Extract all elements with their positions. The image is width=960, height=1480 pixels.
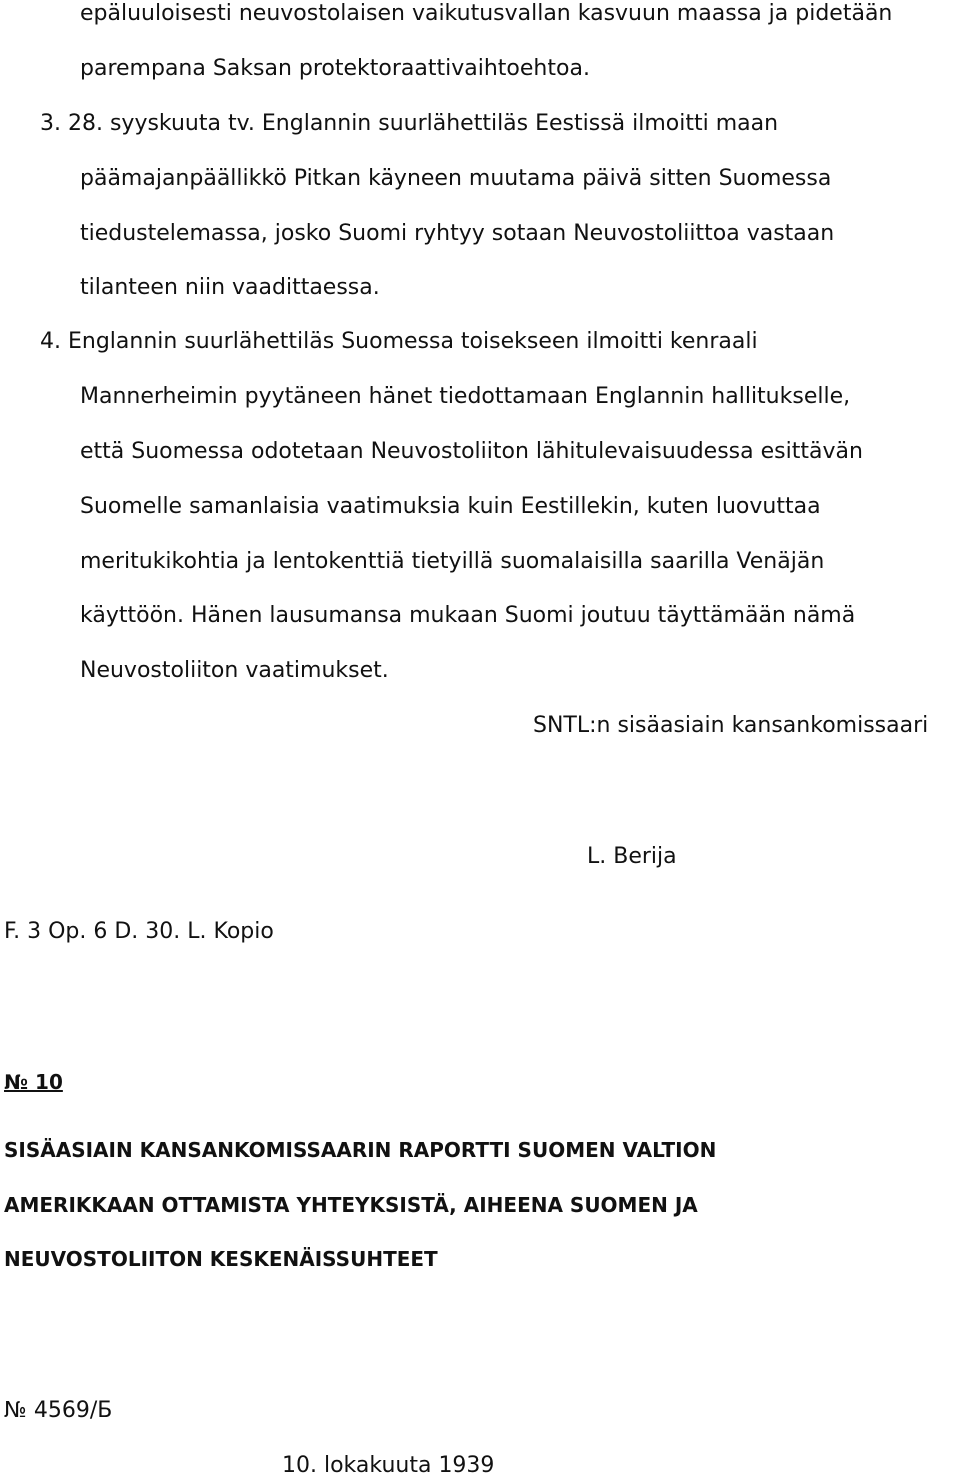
- item-3-line: päämajanpäällikkö Pitkan käyneen muutama päivä sitten Suomessa: [80, 166, 832, 191]
- archive-reference: F. 3 Op. 6 D. 30. L. Kopio: [4, 919, 274, 944]
- document-title-line: SISÄASIAIN KANSANKOMISSAARIN RAPORTTI SUOMEN VALTION: [4, 1138, 717, 1162]
- signatory-title: SNTL:n sisäasiain kansankomissaari: [533, 713, 929, 738]
- item-4-line: 4. Englannin suurlähettiläs Suomessa toisekseen ilmoitti kenraali: [40, 329, 758, 354]
- paragraph-line: parempana Saksan protektoraattivaihtoehtoa.: [80, 56, 590, 81]
- item-3-line: tilanteen niin vaadittaessa.: [80, 275, 380, 300]
- document-title-line: NEUVOSTOLIITON KESKENÄISSUHTEET: [4, 1247, 438, 1271]
- paragraph-line: epäluuloisesti neuvostolaisen vaikutusvallan kasvuun maassa ja pidetään: [80, 1, 893, 26]
- item-4-line: meritukikohtia ja lentokenttiä tietyillä suomalaisilla saarilla Venäjän: [80, 549, 825, 574]
- report-date: 10. lokakuuta 1939: [282, 1453, 495, 1478]
- item-4-line: Neuvostoliiton vaatimukset.: [80, 658, 389, 683]
- report-number: № 4569/Б: [4, 1398, 113, 1423]
- document-title-line: AMERIKKAAN OTTAMISTA YHTEYKSISTÄ, AIHEENA SUOMEN JA: [4, 1193, 698, 1217]
- item-4-line: Suomelle samanlaisia vaatimuksia kuin Eestillekin, kuten luovuttaa: [80, 494, 821, 519]
- document-number: № 10: [4, 1070, 63, 1094]
- item-3-line: tiedustelemassa, josko Suomi ryhtyy sotaan Neuvostoliittoa vastaan: [80, 221, 835, 246]
- item-4-line: käyttöön. Hänen lausumansa mukaan Suomi joutuu täyttämään nämä: [80, 603, 856, 628]
- item-3-line: 3. 28. syyskuuta tv. Englannin suurlähettiläs Eestissä ilmoitti maan: [40, 111, 779, 136]
- item-4-line: että Suomessa odotetaan Neuvostoliiton lähitulevaisuudessa esittävän: [80, 439, 863, 464]
- signatory-name: L. Berija: [587, 844, 677, 869]
- item-4-line: Mannerheimin pyytäneen hänet tiedottamaan Englannin hallitukselle,: [80, 384, 851, 409]
